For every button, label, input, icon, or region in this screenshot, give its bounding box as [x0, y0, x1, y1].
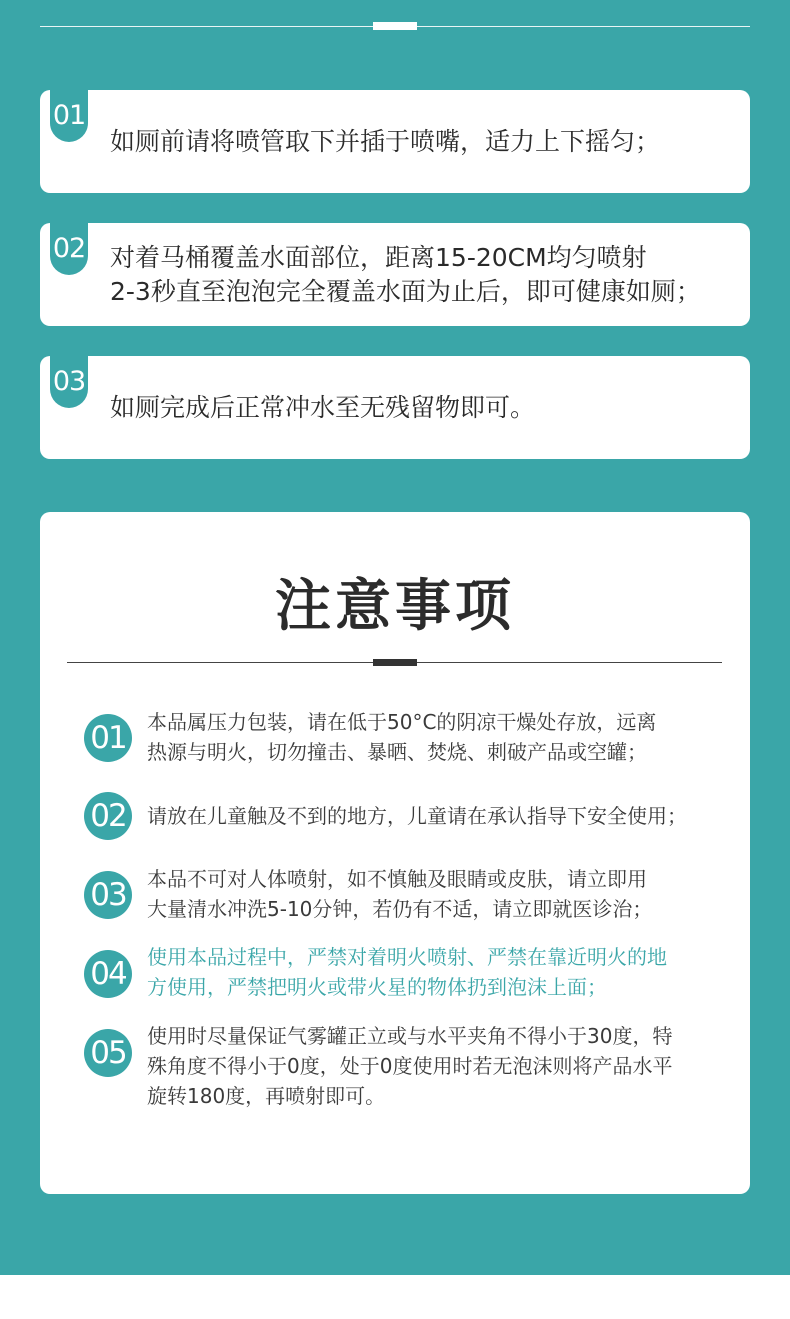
notes-title: 注意事项 — [275, 574, 515, 639]
note-number-badge: 04 — [84, 950, 132, 998]
note-line: 请放在儿童触及不到的地方，儿童请在承认指导下安全使用； — [147, 804, 687, 828]
note-line: 本品不可对人体喷射，如不慎触及眼睛或皮肤，请立即用 — [147, 867, 647, 891]
note-line: 使用时尽量保证气雾罐正立或与水平夹角不得小于30度，特 — [147, 1024, 673, 1048]
note-line: 使用本品过程中，严禁对着明火喷射、严禁在靠近明火的地 — [147, 945, 667, 969]
step-card-1 — [40, 90, 750, 193]
step-text — [110, 223, 738, 326]
note-text-highlighted — [147, 942, 737, 1002]
step-text — [110, 356, 738, 459]
note-text — [147, 801, 737, 831]
note-number-badge: 01 — [84, 714, 132, 762]
notes-divider-mark — [373, 659, 417, 666]
note-number-badge: 05 — [84, 1029, 132, 1077]
step-number-badge: 03 — [50, 356, 88, 408]
top-divider-mark — [373, 22, 417, 30]
note-line: 殊角度不得小于0度，处于0度使用时若无泡沫则将产品水平 — [147, 1054, 673, 1078]
note-line: 方使用，严禁把明火或带火星的物体扔到泡沫上面； — [147, 975, 607, 999]
note-line: 旋转180度，再喷射即可。 — [147, 1084, 386, 1108]
note-number-badge: 02 — [84, 792, 132, 840]
step-number-badge: 01 — [50, 90, 88, 142]
step-card-2 — [40, 223, 750, 326]
step-card-3 — [40, 356, 750, 459]
step-line: 如厕完成后正常冲水至无残留物即可。 — [110, 392, 536, 422]
step-line: 对着马桶覆盖水面部位，距离15-20CM均匀喷射 — [110, 242, 647, 272]
note-line: 热源与明火，切勿撞击、暴晒、焚烧、刺破产品或空罐； — [147, 740, 647, 764]
note-line: 本品属压力包装，请在低于50°C的阴凉干燥处存放，远离 — [147, 710, 657, 734]
note-number-badge: 03 — [84, 871, 132, 919]
note-line: 大量清水冲洗5-10分钟，若仍有不适，请立即就医诊治； — [147, 897, 653, 921]
note-text — [147, 707, 737, 767]
step-number-badge: 02 — [50, 223, 88, 275]
step-line: 2-3秒直至泡泡完全覆盖水面为止后，即可健康如厕； — [110, 276, 701, 306]
step-text — [110, 90, 738, 193]
note-text — [147, 1021, 737, 1111]
note-text — [147, 864, 737, 924]
step-line: 如厕前请将喷管取下并插于喷嘴，适力上下摇匀； — [110, 126, 661, 156]
